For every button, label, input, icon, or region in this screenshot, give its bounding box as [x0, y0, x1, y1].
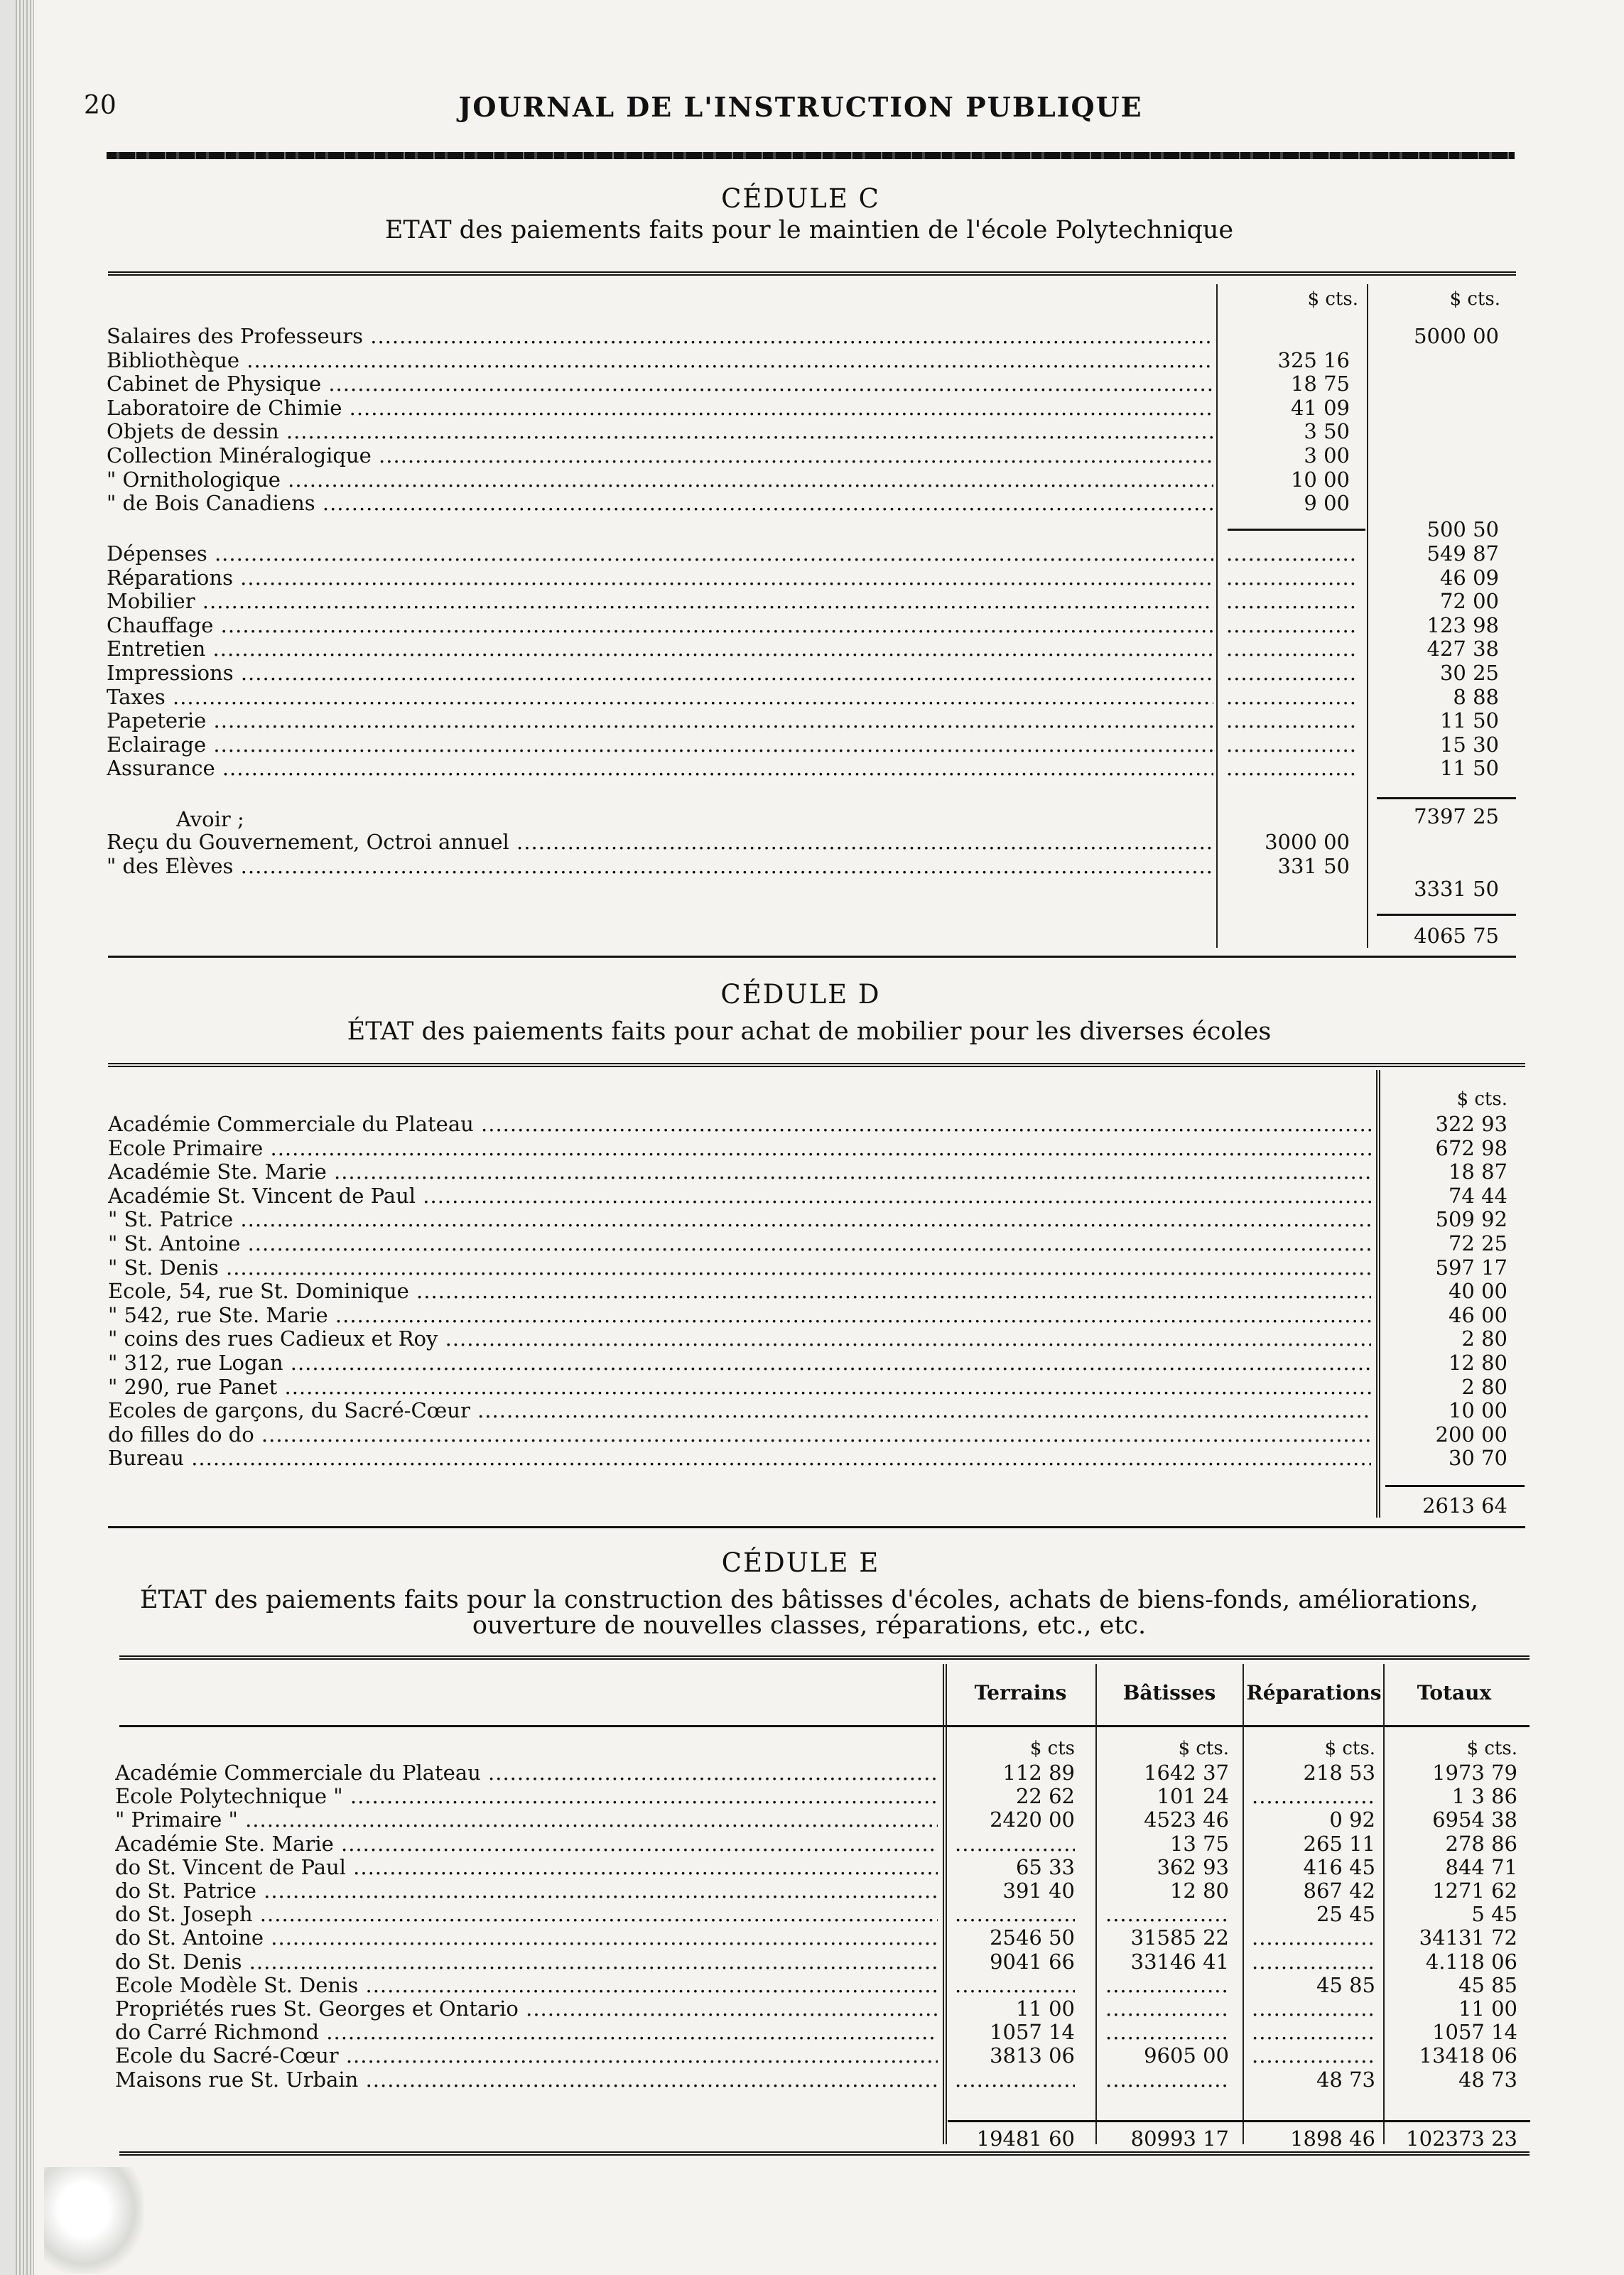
expense-label: Bibliothèque .....	[107, 348, 1213, 372]
dot-leader	[955, 2068, 1075, 2092]
dot-leader	[1105, 1996, 1229, 2021]
dot-leader	[1226, 685, 1355, 709]
expense-sub-amount: 3 00	[1304, 443, 1350, 468]
cedule-e-top-rule	[119, 1655, 1530, 1664]
dot-leader	[1105, 1902, 1229, 1926]
unit-terrains: $ cts	[1029, 1738, 1075, 1759]
furniture-amount: 72 25	[1448, 1231, 1507, 1255]
page-header	[84, 91, 1517, 126]
batisses-amount: 12 80	[1169, 1879, 1229, 1903]
totaux-amount: 1271 62	[1432, 1879, 1517, 1903]
page-scuff	[44, 2167, 144, 2274]
unit-totaux: $ cts.	[1466, 1738, 1517, 1759]
school-label: Académie Ste. Marie .....	[108, 1160, 1371, 1184]
col-head-terrains: Terrains	[974, 1681, 1067, 1704]
school-label: " 290, rue Panet .....	[108, 1375, 1371, 1399]
expense-label: Assurance .....	[107, 756, 1213, 780]
expense-sub-amount: 325 16	[1277, 347, 1350, 372]
furniture-amount: 509 92	[1435, 1207, 1507, 1232]
property-label: do St. Joseph .....	[115, 1902, 938, 1926]
expense-label: " Ornithologique .....	[107, 468, 1213, 492]
dot-leader	[1226, 541, 1355, 566]
terrains-amount: 2420 00	[990, 1807, 1075, 1832]
school-label: Académie St. Vincent de Paul .....	[108, 1184, 1371, 1208]
furniture-amount: 672 98	[1435, 1135, 1507, 1160]
dot-leader	[1105, 2020, 1229, 2044]
property-label: Ecole Polytechnique " .....	[115, 1784, 938, 1808]
total-reparations: 1898 46	[1290, 2127, 1375, 2151]
terrains-amount: 391 40	[1002, 1879, 1075, 1903]
expense-label: Laboratoire de Chimie .....	[107, 396, 1213, 420]
avoir-label: Avoir ;	[176, 807, 244, 831]
school-label: Ecole Primaire .....	[108, 1136, 1371, 1160]
cedule-e-total-rule	[948, 2120, 1530, 2122]
expense-label: Objets de dessin .....	[107, 419, 1213, 443]
expense-label: Cabinet de Physique .....	[107, 372, 1213, 396]
totaux-amount: 844 71	[1445, 1854, 1517, 1879]
cedule-e-head-rule	[119, 1725, 1530, 1727]
expense-total-amount: 11 50	[1439, 708, 1499, 733]
dot-leader	[1226, 756, 1355, 780]
expense-label: " de Bois Canadiens .....	[107, 491, 1213, 515]
batisses-amount: 362 93	[1157, 1854, 1229, 1879]
totaux-amount: 5 45	[1471, 1902, 1517, 1927]
dot-leader	[1226, 637, 1355, 661]
cedule-c-head-sub: $ cts.	[1307, 288, 1358, 310]
totaux-amount: 278 86	[1445, 1831, 1517, 1856]
reparations-amount: 416 45	[1303, 1854, 1375, 1879]
expense-label: Mobilier .....	[107, 589, 1213, 613]
expense-label: Impressions .....	[107, 661, 1213, 685]
dot-leader	[1252, 2020, 1375, 2044]
terrains-amount: 112 89	[1002, 1761, 1075, 1785]
batisses-amount: 31585 22	[1130, 1925, 1229, 1950]
receipt-label: " des Elèves .....	[107, 854, 1213, 878]
cedule-e-col-line-3	[1243, 1664, 1244, 2144]
dot-leader	[1252, 1950, 1375, 1974]
furniture-amount: 200 00	[1435, 1422, 1507, 1447]
cedule-e-subtitle-1: ÉTAT des paiements faits pour la construction des bâtisses d'écoles, achats de biens-fonds, améliorations,	[139, 1586, 1478, 1614]
header-rule	[107, 152, 1515, 159]
unit-reparations: $ cts.	[1324, 1738, 1375, 1759]
journal-title: JOURNAL DE L'INSTRUCTION PUBLIQUE	[458, 91, 1143, 123]
terrains-amount: 3813 06	[990, 2043, 1075, 2068]
terrains-amount: 11 00	[1015, 1996, 1075, 2021]
terrains-amount: 2546 50	[990, 1925, 1075, 1950]
cedule-e-title: CÉDULE E	[721, 1547, 880, 1578]
school-label: " St. Antoine .....	[108, 1231, 1371, 1255]
total-terrains: 19481 60	[976, 2127, 1075, 2151]
expense-total-amount: 123 98	[1427, 612, 1499, 637]
balance-amount: 4065 75	[1414, 924, 1499, 948]
dot-leader	[1226, 733, 1355, 757]
property-label: do St. Vincent de Paul .....	[115, 1855, 938, 1879]
furniture-amount: 597 17	[1435, 1255, 1507, 1280]
total-receipts: 3331 50	[1414, 877, 1499, 901]
expense-total-amount: 8 88	[1453, 684, 1499, 709]
cedule-c-balance-rule	[1377, 914, 1516, 916]
reparations-amount: 265 11	[1303, 1831, 1375, 1856]
cedule-e-col-line-1	[943, 1664, 947, 2144]
dot-leader	[1226, 589, 1355, 613]
expense-sub-amount: 10 00	[1290, 467, 1350, 492]
reparations-amount: 25 45	[1316, 1902, 1375, 1927]
school-label: Ecoles de garçons, du Sacré-Cœur .....	[108, 1398, 1371, 1422]
cedule-d-subtitle: ÉTAT des paiements faits pour achat de mobilier pour les diverses écoles	[347, 1017, 1272, 1046]
school-label: Académie Commerciale du Plateau .....	[108, 1112, 1371, 1136]
reparations-amount: 867 42	[1303, 1879, 1375, 1903]
totaux-amount: 45 85	[1458, 1972, 1517, 1997]
furniture-amount: 10 00	[1448, 1398, 1507, 1423]
dot-leader	[1105, 2068, 1229, 2092]
expense-label: Réparations .....	[107, 566, 1213, 590]
receipt-amount: 331 50	[1277, 853, 1350, 878]
property-label: do St. Patrice .....	[115, 1879, 938, 1903]
dot-leader	[1226, 566, 1355, 590]
school-label: " 312, rue Logan .....	[108, 1351, 1371, 1375]
property-label: Académie Ste. Marie .....	[115, 1832, 938, 1856]
totaux-amount: 4.118 06	[1425, 1949, 1517, 1974]
terrains-amount: 65 33	[1015, 1854, 1075, 1879]
cedule-e-col-line-4	[1383, 1664, 1385, 2144]
batisses-amount: 101 24	[1157, 1784, 1229, 1809]
expense-total-amount: 427 38	[1427, 637, 1499, 661]
dot-leader	[955, 1902, 1075, 1926]
total-batisses: 80993 17	[1130, 2127, 1229, 2151]
property-label: Académie Commerciale du Plateau .....	[115, 1761, 938, 1785]
batisses-amount: 1642 37	[1144, 1761, 1229, 1785]
col-head-reparations: Réparations	[1246, 1681, 1382, 1704]
expense-total-amount: 72 00	[1439, 589, 1499, 614]
expense-label: Chauffage .....	[107, 613, 1213, 637]
furniture-amount: 46 00	[1448, 1302, 1507, 1327]
cedule-d-bottom-rule	[108, 1526, 1525, 1528]
unit-batisses: $ cts.	[1178, 1738, 1229, 1759]
page-number: 20	[84, 91, 117, 120]
expense-total-amount: 549 87	[1427, 541, 1499, 566]
batisses-amount: 33146 41	[1130, 1949, 1229, 1974]
furniture-amount: 30 70	[1448, 1446, 1507, 1471]
cedule-d-total-rule	[1385, 1485, 1525, 1487]
expense-total-amount: 11 50	[1439, 756, 1499, 781]
total-expenses: 7397 25	[1414, 804, 1499, 828]
property-label: " Primaire " .....	[115, 1807, 938, 1832]
dot-leader	[1252, 1925, 1375, 1950]
totaux-amount: 34131 72	[1419, 1925, 1517, 1950]
expense-sub-amount: 18 75	[1290, 372, 1350, 396]
col-head-batisses: Bâtisses	[1122, 1681, 1216, 1704]
subtotal-a: 500 50	[1427, 517, 1499, 541]
totaux-amount: 48 73	[1458, 2067, 1517, 2092]
furniture-amount: 18 87	[1448, 1160, 1507, 1184]
dot-leader	[955, 1973, 1075, 1997]
expense-sub-amount: 3 50	[1304, 419, 1350, 444]
school-label: " St. Patrice .....	[108, 1207, 1371, 1231]
receipt-amount: 3000 00	[1265, 830, 1350, 854]
terrains-amount: 1057 14	[990, 2020, 1075, 2045]
totaux-amount: 11 00	[1458, 1996, 1517, 2021]
furniture-amount: 12 80	[1448, 1351, 1507, 1375]
expense-sub-amount: 41 09	[1290, 395, 1350, 420]
reparations-amount: 48 73	[1316, 2067, 1375, 2092]
expense-total-amount: 30 25	[1439, 661, 1499, 685]
col-head-totaux: Totaux	[1417, 1681, 1492, 1704]
dot-leader	[1252, 2043, 1375, 2068]
expense-label: Salaires des Professeurs .....	[107, 324, 1213, 348]
expense-total-amount: 5000 00	[1414, 324, 1499, 348]
cedule-c-subtitle: ETAT des paiements faits pour le maintien de l'école Polytechnique	[384, 216, 1234, 244]
cedule-d-title: CÉDULE D	[720, 979, 881, 1010]
expense-total-amount: 15 30	[1439, 732, 1499, 757]
cedule-c-total-rule	[1377, 797, 1516, 799]
expense-label: Entretien .....	[107, 637, 1213, 661]
expense-label: Papeterie .....	[107, 708, 1213, 733]
totaux-amount: 1 3 86	[1451, 1784, 1517, 1809]
school-label: " St. Denis .....	[108, 1255, 1371, 1280]
school-label: " 542, rue Ste. Marie .....	[108, 1303, 1371, 1327]
scanned-page	[16, 0, 1624, 2275]
terrains-amount: 9041 66	[990, 1949, 1075, 1974]
dot-leader	[1252, 1784, 1375, 1808]
totaux-amount: 1973 79	[1432, 1761, 1517, 1785]
property-label: Maisons rue St. Urbain .....	[115, 2068, 938, 2092]
property-label: do St. Antoine .....	[115, 1925, 938, 1950]
school-label: do filles do do .....	[108, 1422, 1371, 1447]
property-label: Propriétés rues St. Georges et Ontario .....	[115, 1996, 938, 2021]
cedule-e-bottom-rule	[119, 2151, 1530, 2160]
batisses-amount: 9605 00	[1144, 2043, 1229, 2068]
totaux-amount: 6954 38	[1432, 1807, 1517, 1832]
school-label: Ecole, 54, rue St. Dominique .....	[108, 1279, 1371, 1303]
reparations-amount: 218 53	[1303, 1761, 1375, 1785]
binding-edge	[16, 0, 34, 2275]
furniture-amount: 322 93	[1435, 1112, 1507, 1136]
cedule-c-title: CÉDULE C	[721, 183, 880, 214]
dot-leader	[1226, 708, 1355, 733]
totaux-amount: 13418 06	[1419, 2043, 1517, 2068]
cedule-d-top-rule	[108, 1063, 1525, 1071]
dot-leader	[1226, 661, 1355, 685]
cedule-c-col-line-2	[1367, 284, 1368, 948]
cedule-c-sub-rule	[1228, 529, 1365, 531]
expense-sub-amount: 9 00	[1304, 491, 1350, 516]
furniture-amount: 74 44	[1448, 1183, 1507, 1208]
school-label: Bureau .....	[108, 1446, 1371, 1470]
school-label: " coins des rues Cadieux et Roy .....	[108, 1326, 1371, 1351]
totaux-amount: 1057 14	[1432, 2020, 1517, 2045]
expense-label: Dépenses .....	[107, 541, 1213, 566]
reparations-amount: 45 85	[1316, 1972, 1375, 1997]
furniture-amount: 2 80	[1461, 1374, 1507, 1399]
property-label: do Carré Richmond .....	[115, 2020, 938, 2044]
batisses-amount: 4523 46	[1144, 1807, 1229, 1832]
reparations-amount: 0 92	[1329, 1807, 1375, 1832]
cedule-c-head-total: $ cts.	[1449, 288, 1500, 310]
dot-leader	[1105, 1973, 1229, 1997]
dot-leader	[1252, 1996, 1375, 2021]
terrains-amount: 22 62	[1015, 1784, 1075, 1809]
property-label: Ecole du Sacré-Cœur .....	[115, 2043, 938, 2068]
cedule-c-top-rule	[108, 271, 1516, 280]
receipt-label: Reçu du Gouvernement, Octroi annuel .....	[107, 830, 1213, 854]
cedule-d-total: 2613 64	[1422, 1493, 1507, 1518]
furniture-amount: 40 00	[1448, 1279, 1507, 1304]
batisses-amount: 13 75	[1169, 1831, 1229, 1856]
cedule-d-col-line	[1376, 1070, 1380, 1518]
expense-label: Eclairage .....	[107, 733, 1213, 757]
dot-leader	[955, 1832, 1075, 1856]
cedule-c-col-line-1	[1216, 284, 1218, 948]
property-label: Ecole Modèle St. Denis .....	[115, 1973, 938, 1997]
expense-label: Taxes .....	[107, 685, 1213, 709]
property-label: do St. Denis .....	[115, 1950, 938, 1974]
cedule-e-subtitle-2: ouverture de nouvelles classes, réparations, etc., etc.	[472, 1611, 1147, 1640]
cedule-e-col-line-2	[1095, 1664, 1097, 2144]
furniture-amount: 2 80	[1461, 1326, 1507, 1351]
cedule-c-bottom-rule	[108, 956, 1516, 958]
total-totaux: 102373 23	[1406, 2127, 1517, 2151]
dot-leader	[1226, 613, 1355, 637]
cedule-d-head: $ cts.	[1456, 1088, 1507, 1110]
expense-label: Collection Minéralogique .....	[107, 443, 1213, 468]
expense-total-amount: 46 09	[1439, 565, 1499, 590]
